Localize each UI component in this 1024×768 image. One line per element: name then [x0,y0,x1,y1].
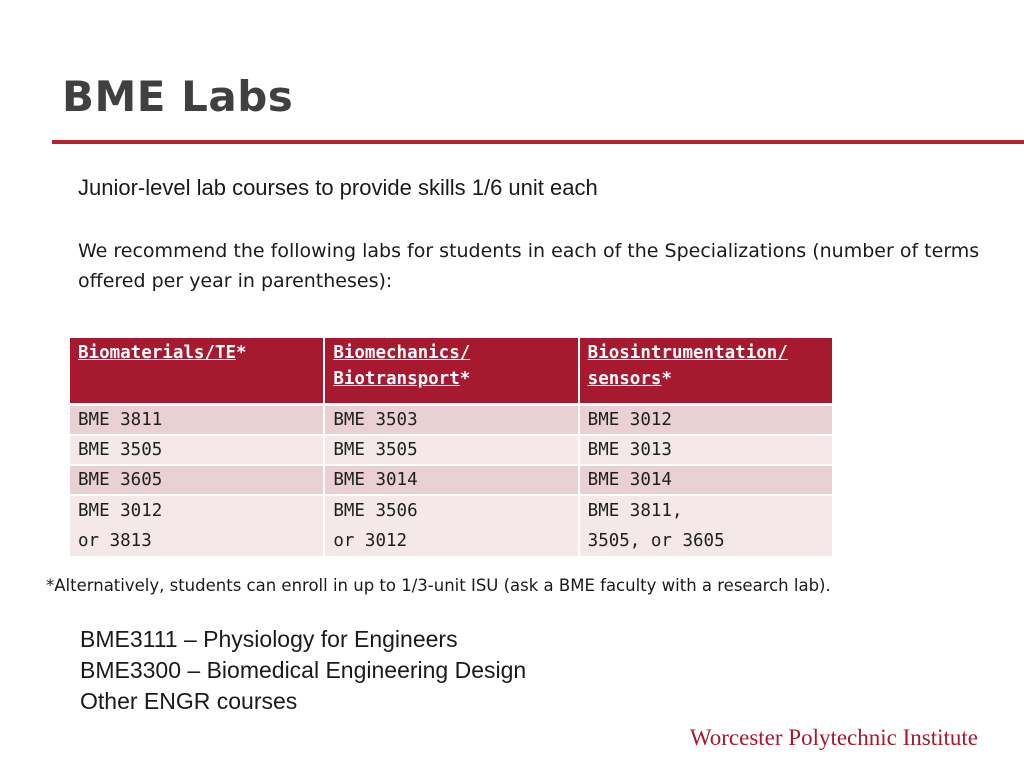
table-row [70,435,833,465]
table-cell: BME 3506 or 3012 [324,495,578,557]
table-cell: BME 3013 [579,435,833,465]
header-biomechanics: Biomechanics/ Biotransport* [324,338,578,405]
table-cell: BME 3811, 3505, or 3605 [579,495,833,557]
table-cell: BME 3014 [579,465,833,495]
isu-footnote: *Alternatively, students can enroll in up to 1/3-unit ISU (ask a BME faculty with a research lab). [46,576,831,595]
slide-subtitle: Junior-level lab courses to provide skills 1/6 unit each [78,175,598,200]
list-item: BME3300 – Biomedical Engineering Design [80,657,527,683]
table-row [70,495,833,557]
labs-table [70,338,834,558]
table-cell: BME 3505 [324,435,578,465]
additional-courses-list [80,624,526,717]
header-biomaterials: Biomaterials/TE* [70,338,324,405]
table-cell: BME 3811 [70,405,324,436]
table-cell: BME 3605 [70,465,324,495]
table-row [70,405,833,436]
table-row [70,465,833,495]
list-item: BME3111 – Physiology for Engineers [80,626,458,652]
table-cell: BME 3014 [324,465,578,495]
list-item: Other ENGR courses [80,688,298,714]
recommendation-paragraph: We recommend the following labs for students in each of the Specializations (number of terms offered per year in parentheses): [78,240,980,292]
table-header-row [70,338,833,405]
institution-footer: Worcester Polytechnic Institute [689,725,978,750]
table-cell: BME 3503 [324,405,578,436]
slide-title: BME Labs [62,72,294,121]
table-cell: BME 3012 or 3813 [70,495,324,557]
title-divider [52,140,1024,144]
header-biosintrumentation: Biosintrumentation/ sensors* [579,338,833,405]
table-cell: BME 3012 [579,405,833,436]
table-cell: BME 3505 [70,435,324,465]
